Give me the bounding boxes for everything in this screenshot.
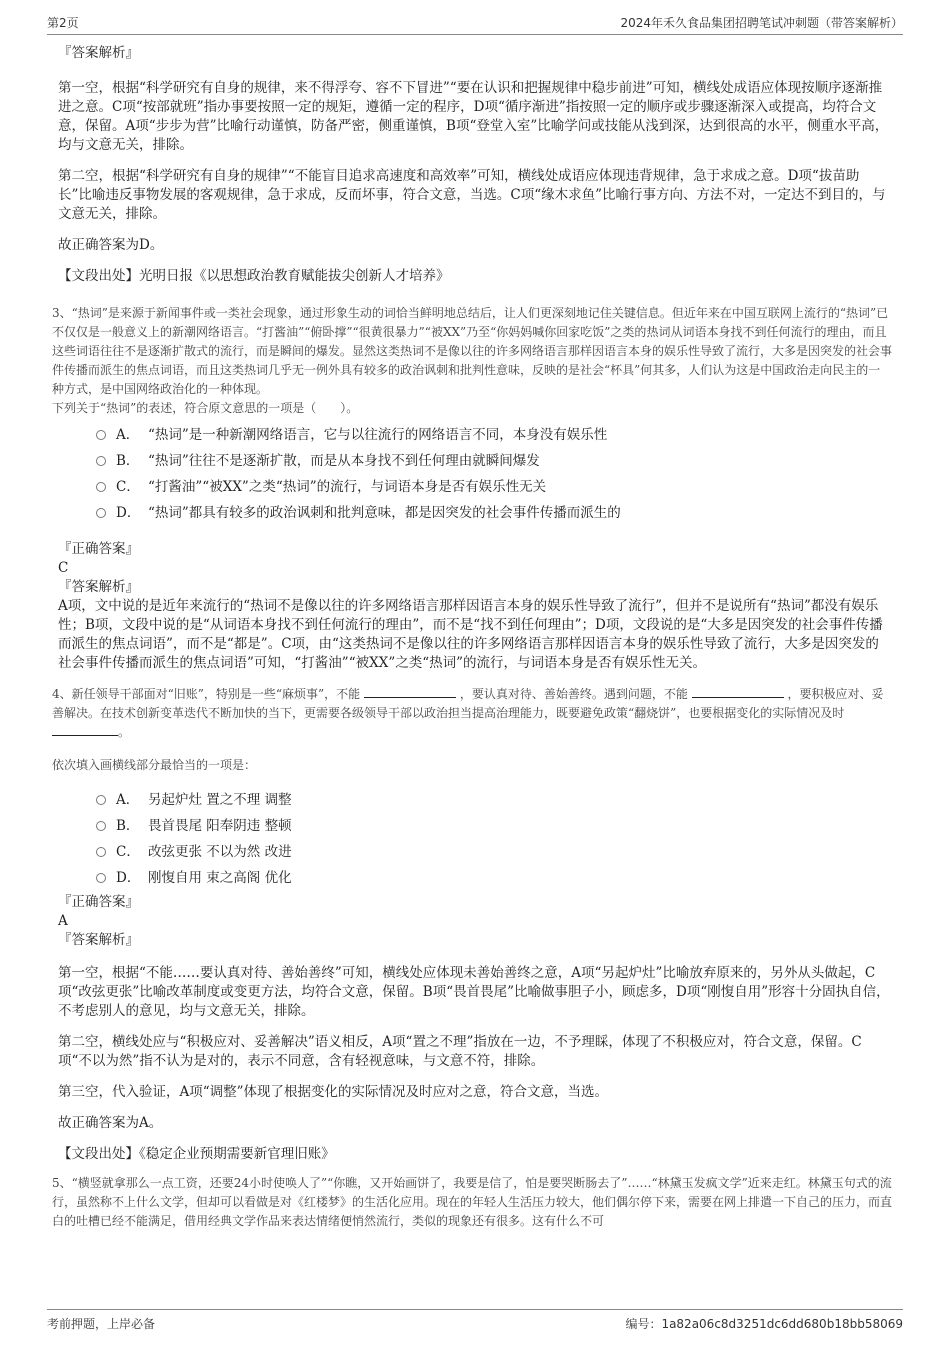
option-a[interactable]: A． “热词”是一种新潮网络语言，它与以往流行的网络语言不同，本身没有娱乐性: [96, 422, 892, 448]
question-stem: 4、新任领导干部面对“旧账”，特别是一些“麻烦事”，不能 ，要认真对待、善始善终。遇到问题，不能 ，要积极应对、妥善解决。在技术创新变革迭代不断加快的当下，更需要各级领导干部以政治担当提高治理能力，既要避免政策“翻烧饼”，也要根据变化的实际情况及时 。: [52, 687, 884, 739]
answer-conclusion: 故正确答案为D。: [58, 237, 164, 253]
analysis-paragraph: 第二空，横线处应与“积极应对、妥善解决”语义相反，A项“置之不理”指放在一边，不予理睬，体现了不积极应对，符合文意，保留。C项“不以为然”指不认为是对的，表示不同意，含有轻视意味，与文意不符，排除。: [58, 1034, 862, 1069]
radio-icon[interactable]: [96, 482, 106, 492]
blank-line: [692, 685, 784, 698]
question-stem: 3、“热词”是来源于新闻事件或一类社会现象，通过形象生动的词恰当鲜明地总结后，让人们更深刻地记住关键信息。但近年来在中国互联网上流行的“热词”已不仅仅是一般意义上的新潮网络语言。“打酱油”“俯卧撑”“很黄很暴力”“被XX”乃至“你妈妈喊你回家吃饭”之类的热词从词语本身找不到任何流行的理由，而且这些词语往往不是逐渐扩散式的流行，而是瞬间的爆发。显然这类热词不是像以往的许多网络语言那样因语言本身的娱乐性导致了流行，大多是因突发的社会事件传播而派生的焦点词语，而且这类热词几乎无一例外具有较多的政治讽刺和批判性意味，反映的是社会“杯具”何其多，人们认为这是中国政治走向民主的一种方式，是中国网络政治化的一种体现。: [52, 306, 893, 396]
question-prompt: 依次填入画横线部分最恰当的一项是：: [52, 758, 257, 772]
radio-icon[interactable]: [96, 821, 106, 831]
page-header: [47, 10, 903, 35]
document-id: 编号：1a82a06c8d3251dc6dd680b18bb58069: [625, 1317, 903, 1331]
analysis-label: 『答案解析』: [58, 45, 139, 61]
option-b[interactable]: B． “热词”往往不是逐渐扩散，而是从本身找不到任何理由就瞬间爆发: [96, 448, 892, 474]
option-list: [58, 422, 892, 526]
question-prompt: 下列关于“热词”的表述，符合原文意思的一项是（ ）。: [52, 401, 359, 415]
source-citation: 【文段出处】《稳定企业预期需要新官理旧账》: [58, 1146, 335, 1162]
option-c[interactable]: C． 改弦更张 不以为然 改进: [96, 839, 892, 865]
source-citation: 【文段出处】光明日报《以思想政治教育赋能拔尖创新人才培养》: [58, 268, 450, 284]
correct-answer: A: [58, 913, 68, 929]
page-footer: [47, 1309, 903, 1334]
correct-answer: C: [58, 560, 69, 576]
blank-line: [364, 685, 456, 698]
radio-icon[interactable]: [96, 847, 106, 857]
radio-icon[interactable]: [96, 508, 106, 518]
analysis-paragraph: A项，文中说的是近年来流行的“热词不是像以往的许多网络语言那样因语言本身的娱乐性导致了流行”，但并不是说所有“热词”都没有娱乐性；B项，文段中说的是“从词语本身找不到任何流行的理由”，而不是“找不到任何理由”；D项，文段说的是“大多是因突发的社会事件传播而派生的焦点词语”，而不是“都是”。C项，由“这类热词不是像以往的许多网络语言那样因语言本身的娱乐性导致了流行，大多是因突发的社会事件传播而派生的焦点词语”可知，“打酱油”“被XX”之类“热词”的流行，与词语本身是否有娱乐性无关。: [58, 598, 883, 671]
correct-answer-label: 『正确答案』: [58, 541, 139, 557]
blank-line: [52, 723, 118, 736]
radio-icon[interactable]: [96, 456, 106, 466]
analysis-paragraph: 第二空，根据“科学研究有自身的规律”“不能盲目追求高速度和高效率”可知，横线处成语应体现违背规律，急于求成之意。D项“拔苗助长”比喻违反事物发展的客观规律，急于求成，反而坏事，符合文意，当选。C项“缘木求鱼”比喻行事方向、方法不对，一定达不到目的，与文意无关，排除。: [58, 168, 886, 222]
analysis-paragraph: 第一空，根据“不能……要认真对待、善始善终”可知，横线处应体现未善始善终之意，A项“另起炉灶”比喻放弃原来的，另外从头做起，C项“改弦更张”比喻改革制度或变更方法，均符合文意，保留。B项“畏首畏尾”比喻做事胆子小，顾虑多，D项“刚愎自用”形容十分固执自信，不考虑别人的意见，均与文意无关，排除。: [58, 965, 890, 1019]
option-c[interactable]: C． “打酱油”“被XX”之类“热词”的流行，与词语本身是否有娱乐性无关: [96, 474, 892, 500]
page-content: [52, 44, 893, 1231]
page-number: 第2页: [47, 16, 79, 30]
analysis-paragraph: 第一空，根据“科学研究有自身的规律，来不得浮夸、容不下冒进”“要在认识和把握规律中稳步前进”可知，横线处成语应体现按顺序逐渐推进之意。C项“按部就班”指办事要按照一定的规矩，遵循一定的程序，D项“循序渐进”指按照一定的顺序或步骤逐渐深入或提高，均符合文意，保留。A项“步步为营”比喻行动谨慎，防备严密，侧重谨慎，B项“登堂入室”比喻学问或技能从浅到深，达到很高的水平，侧重水平高，均与文意无关，排除。: [58, 80, 889, 153]
option-b[interactable]: B． 畏首畏尾 阳奉阴违 整顿: [96, 813, 892, 839]
radio-icon[interactable]: [96, 795, 106, 805]
radio-icon[interactable]: [96, 430, 106, 440]
correct-answer-label: 『正确答案』: [58, 894, 139, 910]
option-list: [58, 787, 892, 891]
option-a[interactable]: A． 另起炉灶 置之不理 调整: [96, 787, 892, 813]
analysis-paragraph: 第三空，代入验证，A项“调整”体现了根据变化的实际情况及时应对之意，符合文意，当选。: [58, 1084, 609, 1100]
footer-slogan: 考前押题，上岸必备: [47, 1317, 156, 1331]
answer-conclusion: 故正确答案为A。: [58, 1115, 163, 1131]
option-d[interactable]: D． “热词”都具有较多的政治讽刺和批判意味，都是因突发的社会事件传播而派生的: [96, 500, 892, 526]
analysis-label: 『答案解析』: [58, 579, 139, 595]
analysis-label: 『答案解析』: [58, 932, 139, 948]
document-title: 2024年禾久食品集团招聘笔试冲刺题（带答案解析）: [620, 16, 903, 30]
question-stem: 5、“横竖就拿那么一点工资，还要24小时使唤人了”“你瞧，又开始画饼了，我要是信了，怕是要哭断肠去了”……“林黛玉发疯文学”近来走红。林黛玉句式的流行，虽然称不上什么文学，但却可以看做是对《红楼梦》的生活化应用。现在的年轻人生活压力较大，他们偶尔停下来，需要在网上排遣一下自己的压力，而直白的吐槽已经不能满足，借用经典文学作品来表达情绪便悄然流行，类似的现象还有很多。这有什么不可: [52, 1176, 893, 1228]
option-d[interactable]: D． 刚愎自用 束之高阁 优化: [96, 865, 892, 891]
radio-icon[interactable]: [96, 873, 106, 883]
